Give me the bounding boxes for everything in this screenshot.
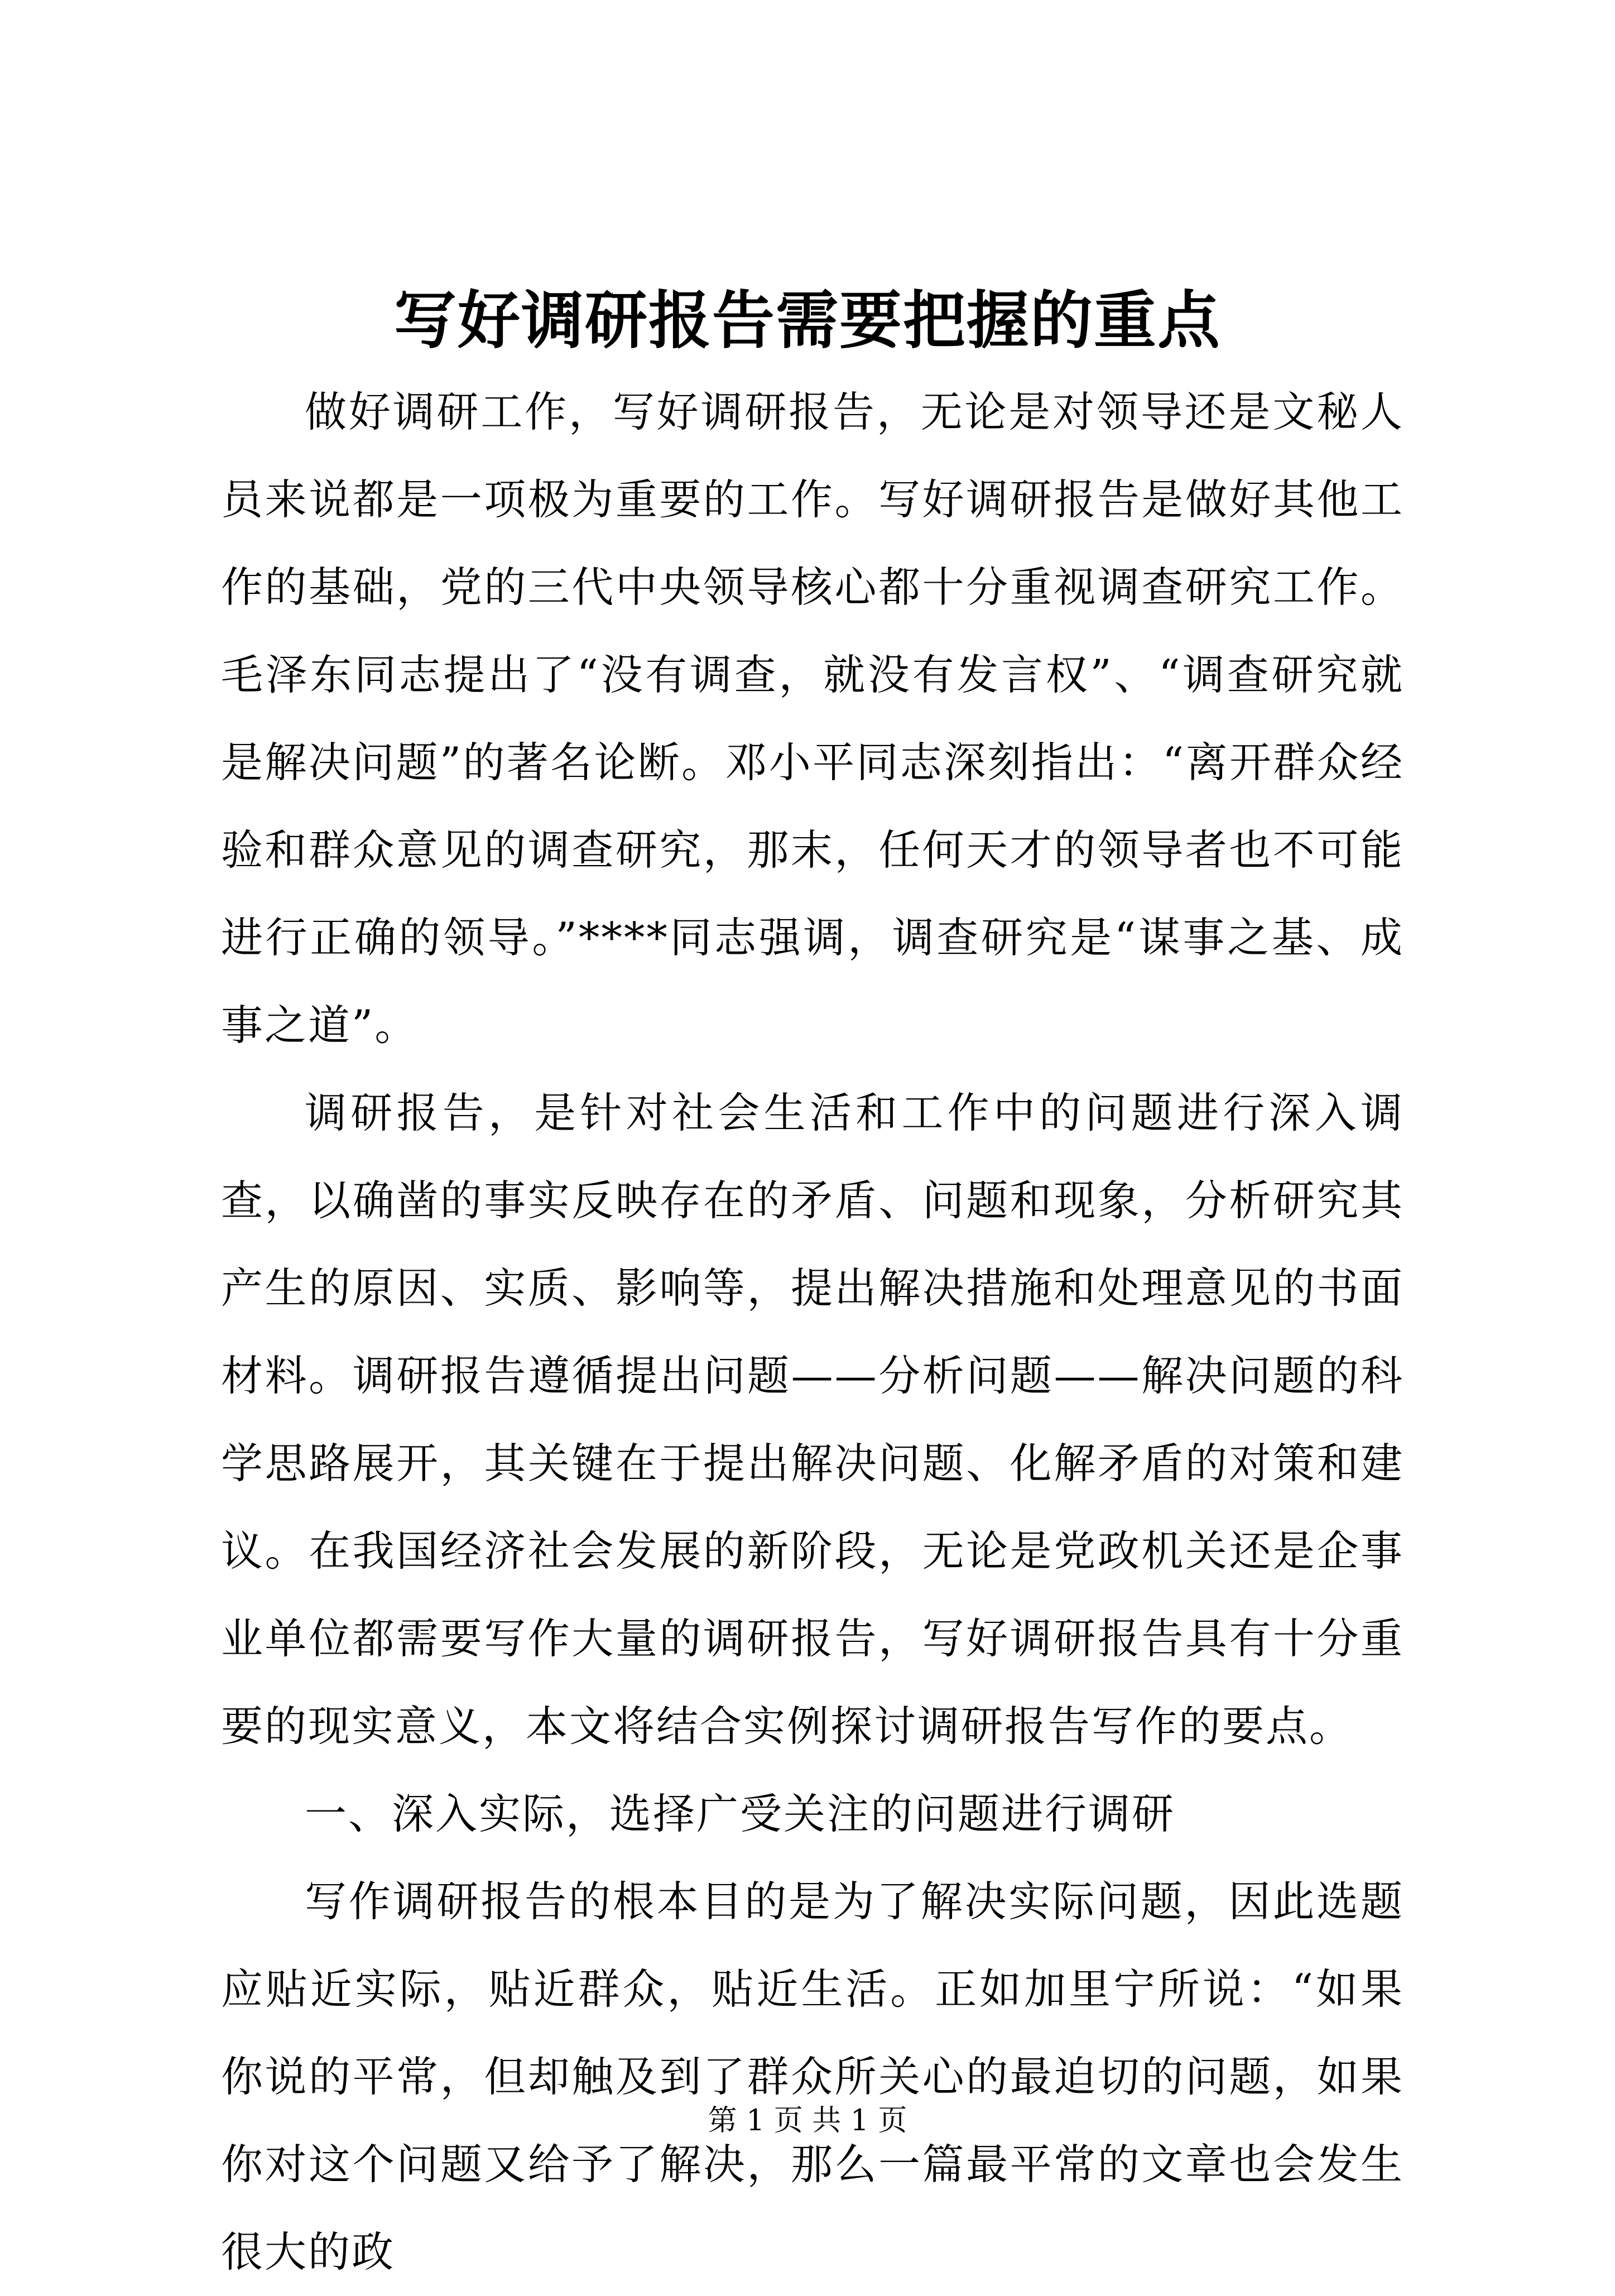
document-title: 写好调研报告需要把握的重点 (394, 284, 1221, 357)
body-paragraph: 写作调研报告的根本目的是为了解决实际问题，因此选题应贴近实际，贴近群众，贴近生活。正如加里宁所说：“如果你说的平常，但却触及到了群众所关心的最迫切的问题，如果你对这个问题又给予了解决，那么一篇最平常的文章也会发生很大的政 (221, 1877, 1404, 2276)
page-footer: 第 1 页 共 1 页 (708, 2104, 907, 2138)
section-heading: 一、深入实际，选择广受关注的问题进行调研 (305, 1789, 1176, 1838)
body-paragraph: 做好调研工作，写好调研报告，无论是对领导还是文秘人员来说都是一项极为重要的工作。写好调研报告是做好其他工作的基础，党的三代中央领导核心都十分重视调查研究工作。毛泽东同志提出了“没有调查，就没有发言权”、“调查研究就是解决问题”的著名论断。邓小平同志深刻指出：“离开群众经验和群众意见的调查研究，那末，任何天才的领导者也不可能进行正确的领导。”****同志强调，调查研究是“谋事之基、成事之道”。 (221, 387, 1404, 1050)
document-body (221, 368, 1404, 2296)
body-paragraph: 调研报告，是针对社会生活和工作中的问题进行深入调查，以确凿的事实反映存在的矛盾、问题和现象，分析研究其产生的原因、实质、影响等，提出解决措施和处理意见的书面材料。调研报告遵循提出问题——分析问题——解决问题的科学思路展开，其关键在于提出解决问题、化解矛盾的对策和建议。在我国经济社会发展的新阶段，无论是党政机关还是企事业单位都需要写作大量的调研报告，写好调研报告具有十分重要的现实意义，本文将结合实例探讨调研报告写作的要点。 (221, 1088, 1404, 1751)
